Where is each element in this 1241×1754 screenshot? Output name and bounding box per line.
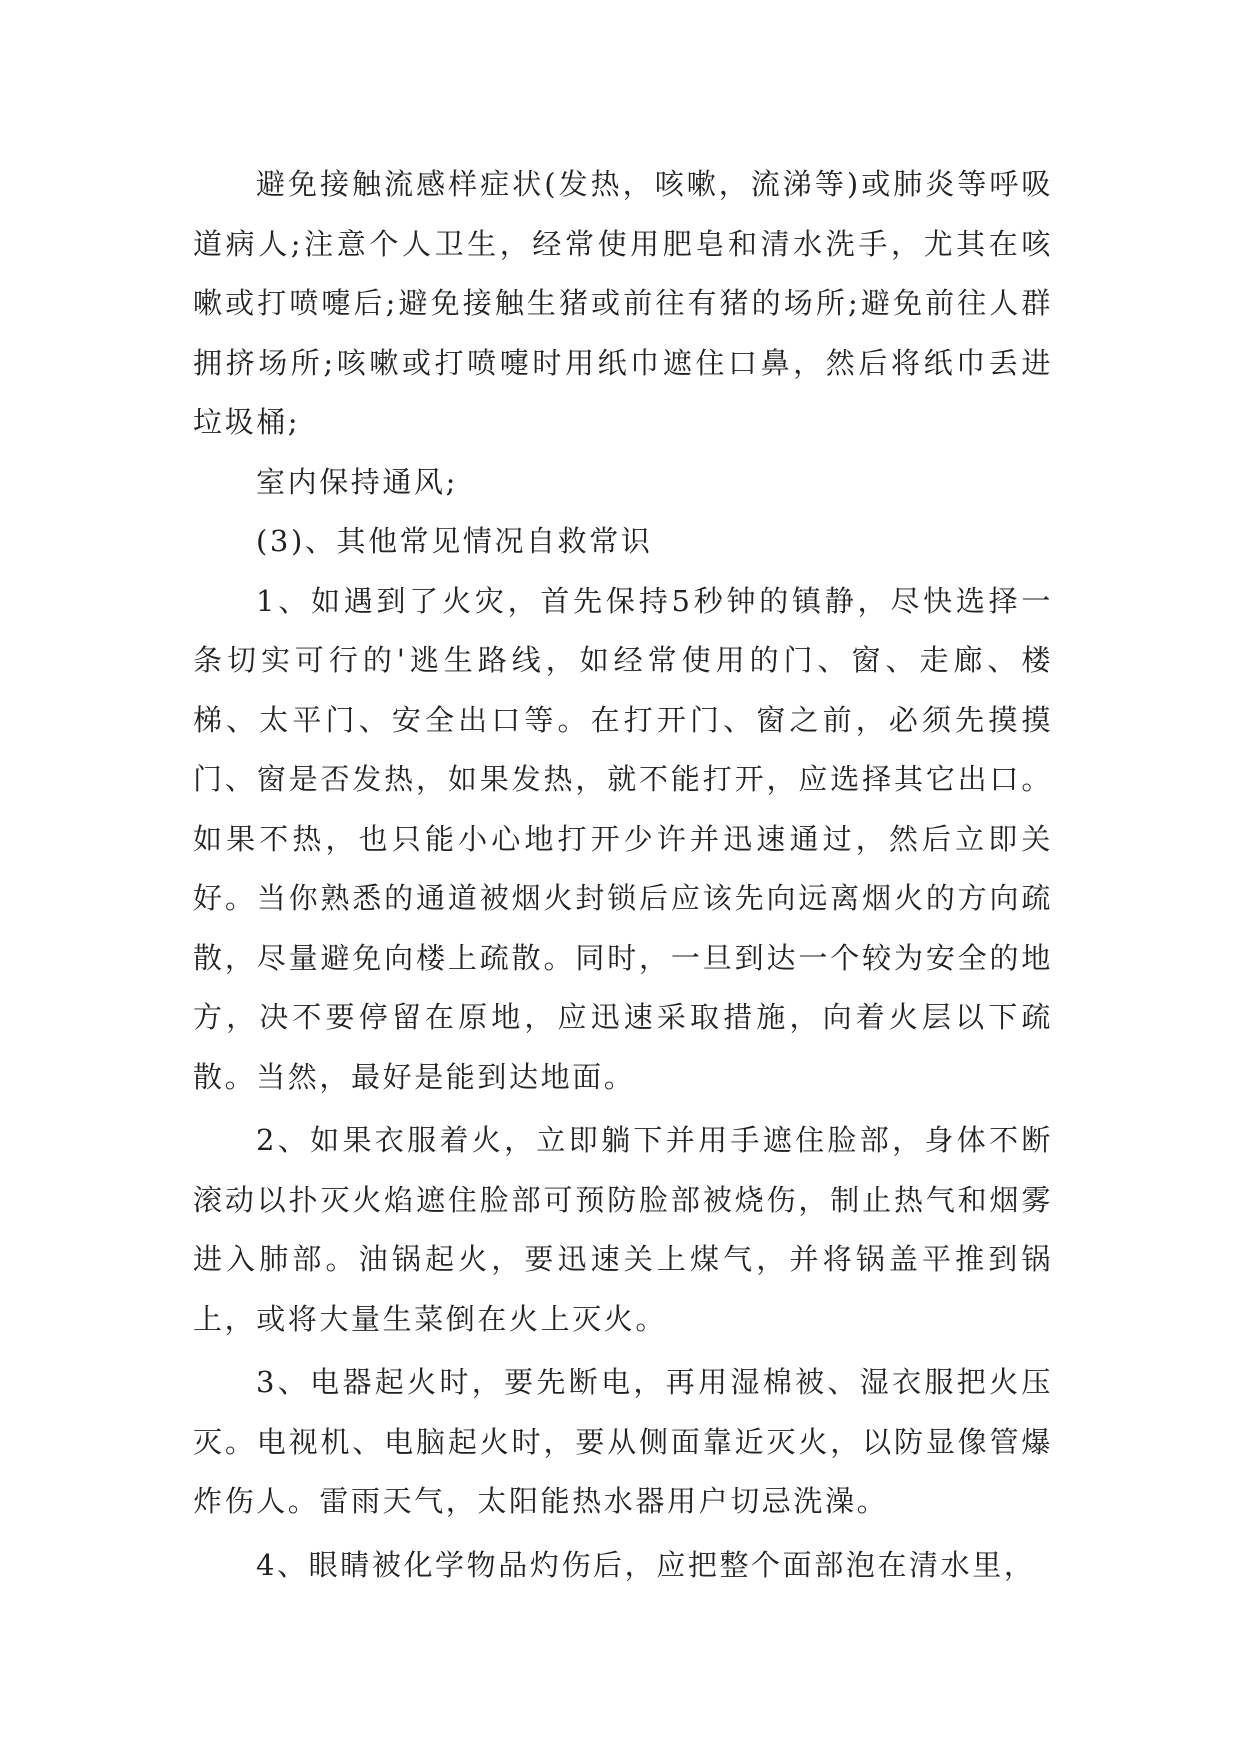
paragraph-chemical-eye-burn: 4、眼睛被化学物品灼伤后，应把整个面部泡在清水里， — [256, 1547, 1036, 1582]
document-body — [193, 155, 1053, 1595]
paragraph-fire-escape: 1、如遇到了火灾，首先保持5秒钟的镇静，尽快选择一条切实可行的'逃生路线，如经常使用的门、窗、走廊、楼梯、太平门、安全出口等。在打开门、窗之前，必须先摸摸门、窗是否发热，如果发热，就不能打开，应选择其它出口。如果不热，也只能小心地打开少许并迅速通过，然后立即关好。当你熟悉的通道被烟火封锁后应该先向远离烟火的方向疏散，尽量避免向楼上疏散。同时，一旦到达一个较为安全的地方，决不要停留在原地，应迅速采取措施，向着火层以下疏散。当然，最好是能到达地面。 — [193, 583, 1053, 1094]
paragraph-clothing-fire: 2、如果衣服着火，立即躺下并用手遮住脸部，身体不断滚动以扑灭火焰遮住脸部可预防脸部被烧伤，制止热气和烟雾进入肺部。油锅起火，要迅速关上煤气，并将锅盖平推到锅上，或将大量生菜倒在火上灭火。 — [193, 1123, 1053, 1336]
paragraph-electrical-fire: 3、电器起火时，要先断电，再用湿棉被、湿衣服把火压灭。电视机、电脑起火时，要从侧面靠近灭火，以防显像管爆炸伤人。雷雨天气，太阳能热水器用户切忌洗澡。 — [193, 1365, 1053, 1518]
paragraph-flu-prevention: 避免接触流感样症状(发热，咳嗽，流涕等)或肺炎等呼吸道病人;注意个人卫生，经常使用肥皂和清水洗手，尤其在咳嗽或打喷嚏后;避免接触生猪或前往有猪的场所;避免前往人群拥挤场所;咳嗽或打喷嚏时用纸巾遮住口鼻，然后将纸巾丢进垃圾桶; — [193, 167, 1053, 439]
paragraph-ventilation: 室内保持通风; — [256, 464, 458, 499]
section-heading-self-rescue: (3)、其他常见情况自救常识 — [256, 524, 653, 558]
